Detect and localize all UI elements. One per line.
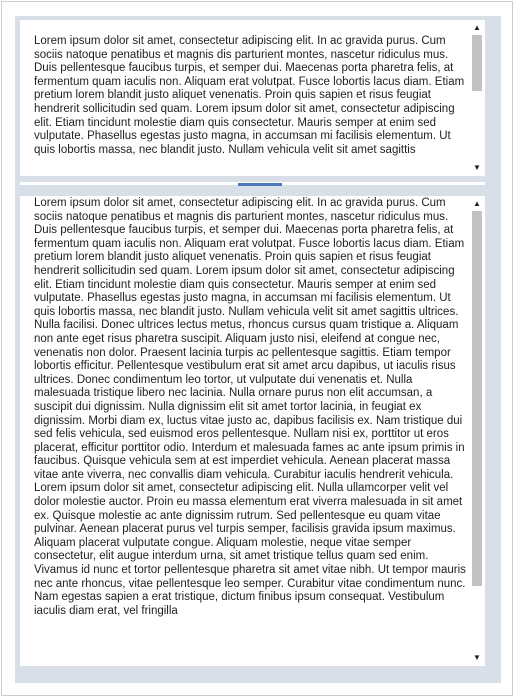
bottom-pane-scroll-thumb[interactable] <box>472 211 482 586</box>
top-pane[interactable] <box>20 20 485 176</box>
top-pane-scrollbar[interactable] <box>470 21 484 175</box>
scroll-up-arrow-icon[interactable]: ▲ <box>473 199 481 208</box>
scroll-down-arrow-icon[interactable]: ▼ <box>473 163 481 172</box>
bottom-pane-text: Lorem ipsum dolor sit amet, consectetur adipiscing elit. In ac gravida purus. Cum sociis natoque penatibus et magnis dis parturient montes, nascetur ridiculus mus. Duis pellentesque faucibus turpis, et semper dui. Maecenas porta pharetra felis, at fermentum quam iaculis non. Aliquam erat volutpat. Fusce lobortis lacus diam. Etiam pretium lorem blandit justo aliquet venenatis. Proin quis sapien et risus feugiat hendrerit sollicitudin sed quam. Lorem ipsum dolor sit amet, consectetur adipiscing elit. Etiam tincidunt molestie diam quis consectetur. Mauris semper at enim sed vulputate. Phasellus egestas justo magna, in accumsan mi facilisis elementum. Ut quis lobortis massa, nec blandit justo. Nullam vehicula velit sit amet sagittis ultrices. Nulla facilisi. Donec ultrices lectus metus, rhoncus cursus quam tristique a. Aliquam non ante eget risus pharetra suscipit. Aliquam justo nisi, eleifend at congue nec, venenatis non dolor. Praesent lacinia turpis ac pellentesque sagittis. Etiam tempor lobortis efficitur. Pellentesque vestibulum erat sit amet arcu dapibus, ut iaculis risus ultrices. Donec condimentum leo tortor, ut vulputate dui venenatis et. Nulla malesuada tristique libero nec lacinia. Nulla ornare purus non elit accumsan, a suscipit dui dignissim. Nulla dignissim elit sit amet tortor lacinia, in feugiat ex dignissim. Morbi diam ex, luctus vitae justo ac, dapibus facilisis ex. Nam tristique dui sed felis vehicula, sed euismod eros pellentesque. Nullam nisi ex, porttitor ut eros placerat, efficitur porttitor odio. Interdum et malesuada fames ac ante ipsum primis in faucibus. Quisque vehicula sem at est imperdiet vehicula. Aenean placerat massa vitae ante viverra, nec convallis diam vehicula. Curabitur iaculis hendrerit vehicula. Lorem ipsum dolor sit amet, consectetur adipiscing elit. Nulla ullamcorper velit vel dolor molestie auctor. Proin eu massa elementum erat viverra malesuada in sit amet ex. Quisque molestie ac ante dignissim rutrum. Sed pellentesque eu quam vitae pulvinar. Aenean placerat purus vel turpis semper, facilisis gravida ipsum maximus. Aliquam placerat vulputate congue. Aliquam molestie, neque vitae semper consectetur, elit augue interdum urna, sit amet tristique tellus quam sed enim. Vivamus id nunc et tortor pellentesque pharetra sit amet vitae nibh. Ut tempor mauris nec ante rhoncus, vitae pellentesque leo semper. Curabitur vitae condimentum nunc. Nam egestas sapien a erat tristique, dictum finibus ipsum consequat. Vestibulum iaculis diam erat, vel fringilla <box>34 197 466 617</box>
top-pane-scroll-thumb[interactable] <box>472 35 482 91</box>
top-pane-text: Lorem ipsum dolor sit amet, consectetur adipiscing elit. In ac gravida purus. Cum sociis natoque penatibus et magnis dis parturient montes, nascetur ridiculus mus. Duis pellentesque faucibus turpis, et semper dui. Maecenas porta pharetra felis, at fermentum quam iaculis non. Aliquam erat volutpat. Fusce lobortis lacus diam. Etiam pretium lorem blandit justo aliquet venenatis. Proin quis sapien et risus feugiat hendrerit sollicitudin sed quam. Lorem ipsum dolor sit amet, consectetur adipiscing elit. Etiam tincidunt molestie diam quis consectetur. Mauris semper at enim sed vulputate. Phasellus egestas justo magna, in accumsan mi facilisis elementum. Ut quis lobortis massa, nec blandit justo. Nullam vehicula velit sit amet sagittis <box>34 35 465 156</box>
scroll-up-arrow-icon[interactable]: ▲ <box>473 23 481 32</box>
split-resize-handle[interactable] <box>238 183 282 186</box>
scroll-down-arrow-icon[interactable]: ▼ <box>473 653 481 662</box>
outer-frame <box>1 1 513 696</box>
bottom-pane-scrollbar[interactable] <box>470 197 484 665</box>
bottom-pane[interactable] <box>20 196 485 666</box>
